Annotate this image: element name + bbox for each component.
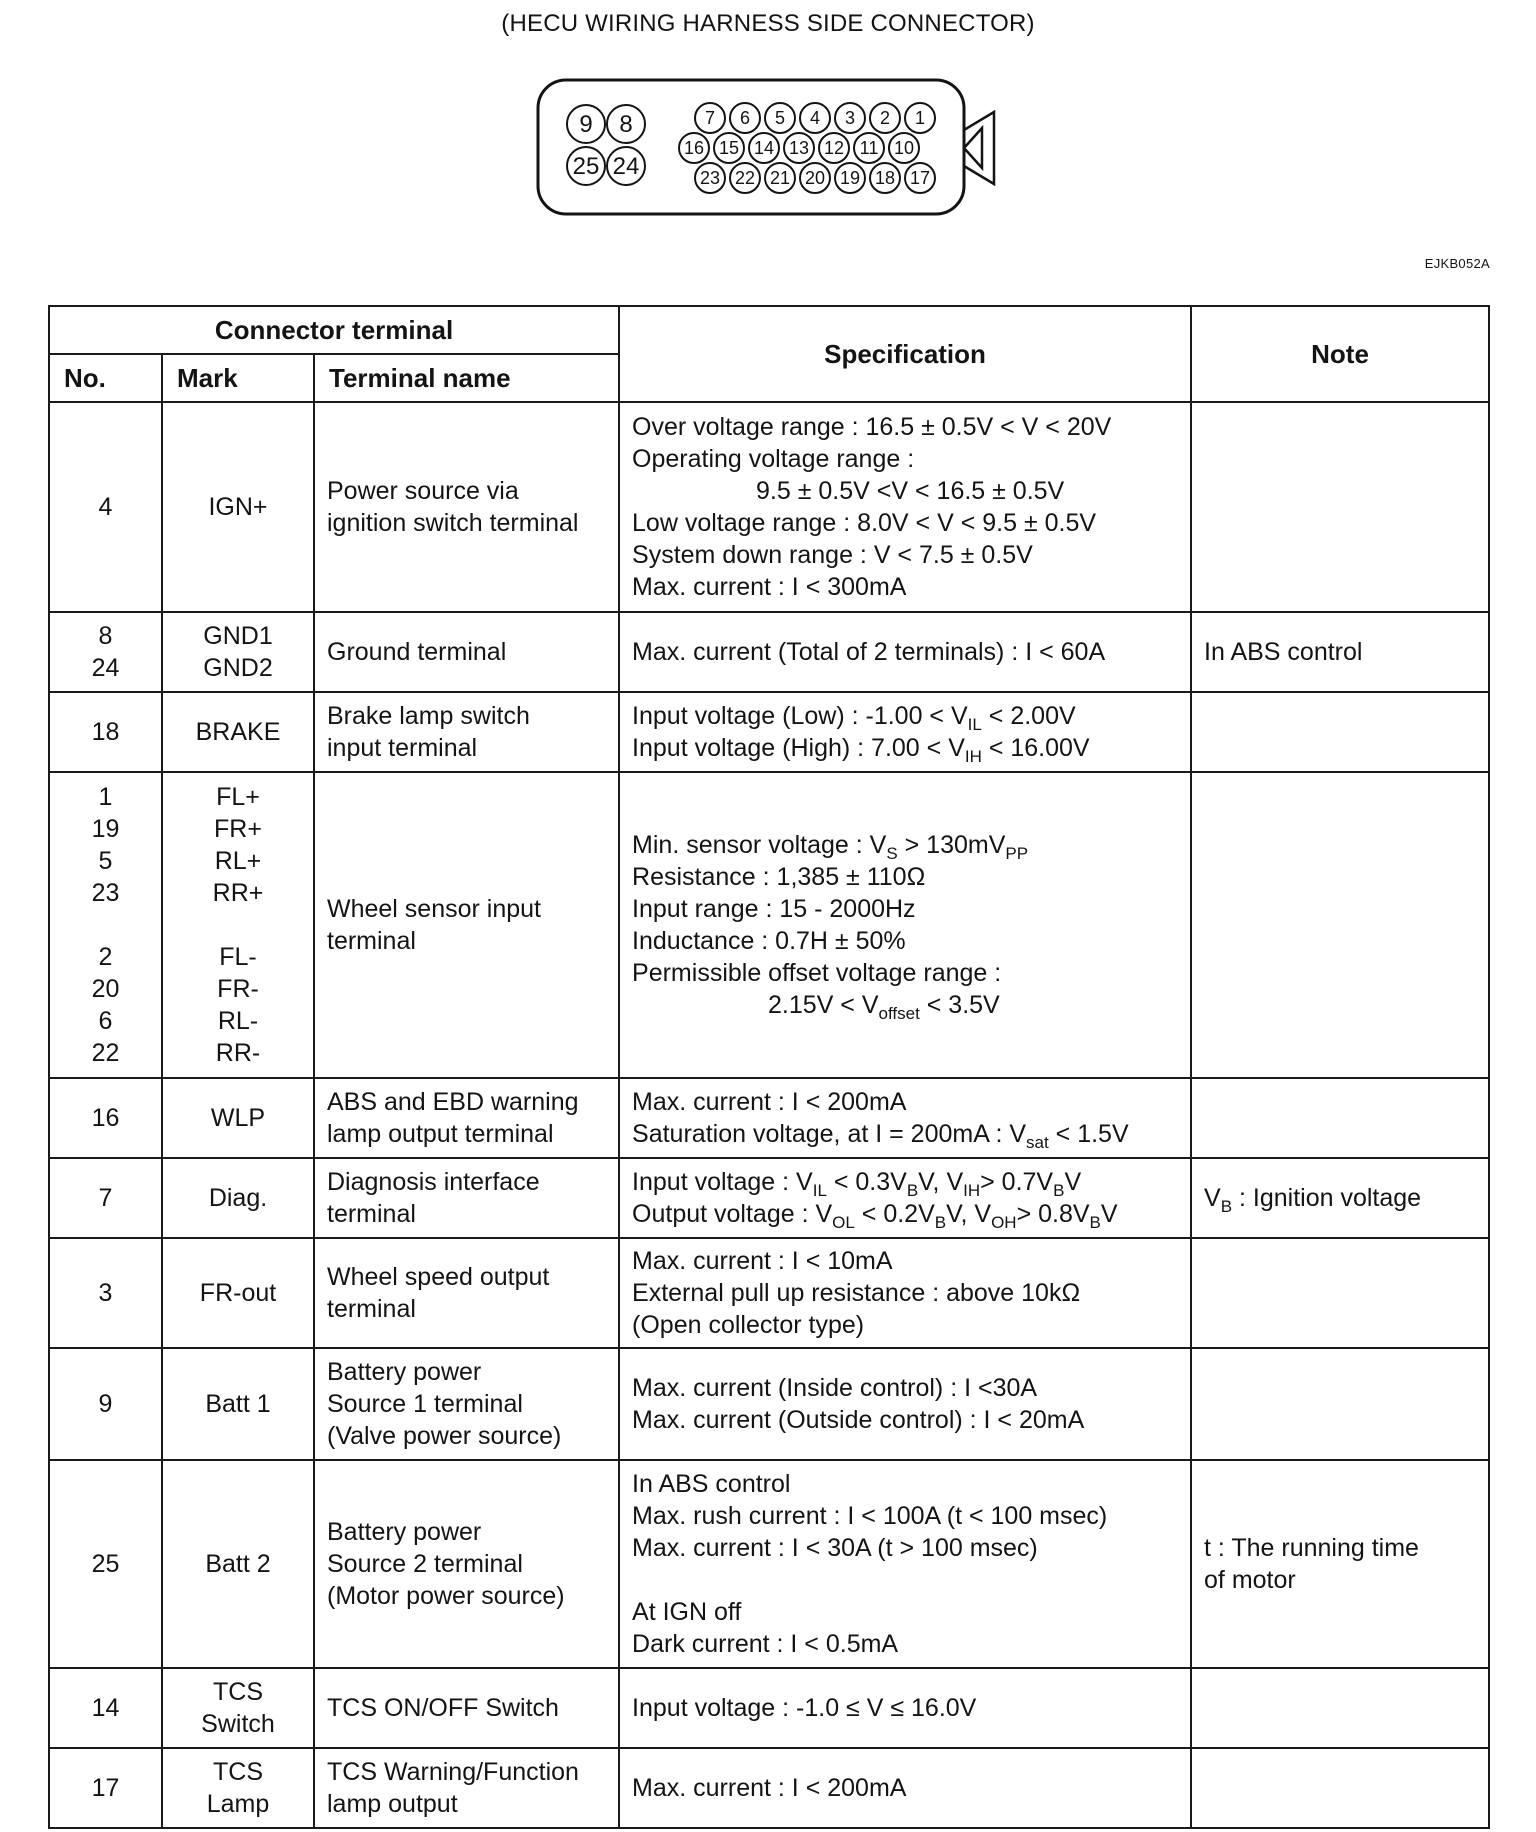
note-cell: [1191, 1158, 1489, 1238]
table-row: [49, 402, 1489, 612]
text-segment: 2.15V < V: [768, 991, 879, 1019]
connector-pin-label: 17: [909, 168, 931, 188]
terminal-mark-cell: [162, 692, 314, 772]
text-line: 25: [91, 1550, 120, 1578]
spec-line: [632, 1118, 1184, 1150]
table-row: [49, 1158, 1489, 1238]
subscript: IL: [967, 715, 982, 734]
terminal-name-cell: [314, 612, 619, 692]
text-line: 3: [98, 1279, 113, 1307]
table-row: [49, 772, 1489, 1078]
text-line: Input range : 15 - 2000Hz: [632, 895, 916, 923]
text-line: Max. current (Outside control) : I < 20mA: [632, 1406, 1085, 1434]
figure-code: EJKB052A: [1424, 256, 1490, 271]
text-segment: > 0.8V: [1016, 1200, 1090, 1228]
text-line: terminal: [327, 1200, 416, 1228]
terminal-mark-cell: [162, 402, 314, 612]
terminal-name-cell: [314, 1348, 619, 1460]
terminal-number-cell: [49, 1748, 162, 1828]
text-line: 9: [98, 1390, 113, 1418]
subscript: OH: [991, 1213, 1017, 1232]
text-line: GND2: [203, 654, 273, 682]
text-line: 17: [91, 1774, 120, 1802]
connector-latch: [964, 112, 994, 184]
connector-pin-label: 19: [839, 168, 861, 188]
connector-pin-label: 21: [769, 168, 791, 188]
text-segment: Saturation voltage, at I = 200mA : V: [632, 1120, 1027, 1148]
text-segment: V, V: [918, 1168, 964, 1196]
connector-pin-label: 1: [914, 108, 926, 128]
connector-pin-label: 16: [683, 138, 705, 158]
text-line: FL+: [216, 783, 260, 811]
specification-cell: [619, 1348, 1191, 1460]
connector-pin-label: 20: [804, 168, 826, 188]
subscript: B: [934, 1213, 947, 1232]
text-line: t : The running time: [1204, 1534, 1419, 1562]
subscript: IH: [964, 747, 982, 766]
terminal-name-cell: [314, 1748, 619, 1828]
text-line: Source 1 terminal: [327, 1390, 523, 1418]
note-header: Note: [1191, 306, 1489, 402]
text-line: Source 2 terminal: [327, 1550, 523, 1578]
connector-pin-label: 5: [774, 108, 786, 128]
text-line: Brake lamp switch: [327, 702, 530, 730]
table-row: [49, 1078, 1489, 1158]
note-cell: [1191, 1078, 1489, 1158]
text-line: 14: [91, 1694, 120, 1722]
text-line: terminal: [327, 1295, 416, 1323]
terminal-mark-cell: [162, 1748, 314, 1828]
connector-pin-label: 10: [893, 138, 915, 158]
text-line: System down range : V < 7.5 ± 0.5V: [632, 541, 1033, 569]
text-line: BRAKE: [195, 718, 281, 746]
text-line: 1: [98, 783, 113, 811]
text-line: Wheel sensor input: [327, 895, 542, 923]
connector-pin-label: 6: [739, 108, 751, 128]
terminal-number-cell: [49, 1348, 162, 1460]
text-segment: V: [1204, 1184, 1221, 1212]
text-line: IGN+: [208, 493, 268, 521]
subscript: B: [1053, 1181, 1065, 1200]
text-line: TCS: [213, 1758, 263, 1786]
connector-pin-label: 9: [579, 111, 593, 138]
text-segment: Min. sensor voltage : V: [632, 831, 887, 859]
connector-pin-label: 12: [823, 138, 845, 158]
connector-pin-label: 23: [699, 168, 721, 188]
text-line: Max. current : I < 300mA: [632, 573, 907, 601]
specification-cell: [619, 1748, 1191, 1828]
terminal-name-cell: [314, 1158, 619, 1238]
subscript: B: [1220, 1197, 1233, 1216]
terminal-name-cell: [314, 692, 619, 772]
text-line: ignition switch terminal: [327, 509, 579, 537]
text-segment: Input voltage : V: [632, 1168, 813, 1196]
subscript: B: [906, 1181, 919, 1200]
terminal-number-cell: [49, 1238, 162, 1348]
specification-cell: [619, 1158, 1191, 1238]
spec-line: [632, 829, 1184, 861]
terminal-name-cell: [314, 772, 619, 1078]
text-segment: > 0.7V: [980, 1168, 1054, 1196]
text-line: FR-out: [199, 1279, 277, 1307]
text-line: GND1: [203, 622, 273, 650]
text-segment: < 1.5V: [1048, 1120, 1129, 1148]
spec-line: [632, 700, 1184, 732]
text-line: Over voltage range : 16.5 ± 0.5V < V < 20V: [632, 413, 1112, 441]
connector-diagram: [536, 72, 1010, 220]
text-line: Max. current (Inside control) : I <30A: [632, 1374, 1038, 1402]
table-row: [49, 692, 1489, 772]
connector-pin-label: 13: [788, 138, 810, 158]
table-row: [49, 1460, 1489, 1668]
text-line: 22: [91, 1039, 120, 1067]
text-segment: V: [1064, 1168, 1082, 1196]
figure-caption: (HECU WIRING HARNESS SIDE CONNECTOR): [501, 10, 1035, 37]
spec-line: [632, 989, 1184, 1021]
terminal-number-cell: [49, 612, 162, 692]
text-line: terminal: [327, 927, 416, 955]
terminal-name-cell: [314, 402, 619, 612]
connector-pin-label: 4: [809, 108, 821, 128]
specification-header: Specification: [619, 306, 1191, 402]
text-segment: V: [1100, 1200, 1118, 1228]
specification-cell: [619, 402, 1191, 612]
text-line: 4: [98, 493, 113, 521]
text-line: Max. current : I < 10mA: [632, 1247, 893, 1275]
text-line: 6: [98, 1007, 113, 1035]
connector-pin-label: 2: [879, 108, 891, 128]
note-cell: [1191, 1238, 1489, 1348]
spec-line: [1204, 1182, 1487, 1214]
note-cell: [1191, 1748, 1489, 1828]
connector-pin-label: 18: [874, 168, 896, 188]
spec-line: [632, 1198, 1184, 1230]
note-cell: [1191, 1348, 1489, 1460]
text-segment: Output voltage : V: [632, 1200, 833, 1228]
text-line: Resistance : 1,385 ± 110Ω: [632, 863, 926, 891]
text-line: Max. current : I < 200mA: [632, 1774, 907, 1802]
text-line: TCS ON/OFF Switch: [327, 1694, 559, 1722]
connector-pin-label: 11: [859, 138, 879, 158]
text-line: Battery power: [327, 1358, 482, 1386]
text-line: of motor: [1204, 1566, 1296, 1594]
text-line: Operating voltage range :: [632, 445, 915, 473]
text-line: RR+: [212, 879, 264, 907]
terminal-name-header: Terminal name: [314, 354, 619, 402]
specification-cell: [619, 1668, 1191, 1748]
text-line: RL+: [214, 847, 262, 875]
text-segment: < 3.5V: [919, 991, 1000, 1019]
blank-line: [51, 909, 160, 941]
text-line: 8: [98, 622, 113, 650]
text-line: Max. current : I < 200mA: [632, 1088, 907, 1116]
text-line: Lamp: [206, 1790, 270, 1818]
specification-cell: [619, 772, 1191, 1078]
text-segment: < 16.00V: [981, 734, 1090, 762]
text-line: 7: [98, 1184, 113, 1212]
text-line: 23: [91, 879, 120, 907]
text-segment: V, V: [946, 1200, 992, 1228]
text-line: Batt 1: [205, 1390, 271, 1418]
text-line: Diagnosis interface: [327, 1168, 540, 1196]
table-row: [49, 1748, 1489, 1828]
subscript: B: [1089, 1213, 1101, 1232]
connector-pin-label: 24: [612, 153, 640, 180]
text-line: input terminal: [327, 734, 478, 762]
note-cell: [1191, 402, 1489, 612]
text-line: Wheel speed output: [327, 1263, 550, 1291]
text-line: lamp output: [327, 1790, 458, 1818]
connector-pin-label: 25: [572, 153, 600, 180]
specification-cell: [619, 1238, 1191, 1348]
spec-line: [632, 1166, 1184, 1198]
text-segment: < 0.2V: [854, 1200, 935, 1228]
terminal-mark-cell: [162, 772, 314, 1078]
table-row: [49, 1238, 1489, 1348]
no-header: No.: [49, 354, 162, 402]
text-line: 18: [91, 718, 120, 746]
text-line: Ground terminal: [327, 638, 507, 666]
terminal-name-cell: [314, 1668, 619, 1748]
mark-header: Mark: [162, 354, 314, 402]
text-line: 2: [98, 943, 113, 971]
text-line: (Open collector type): [632, 1311, 865, 1339]
terminal-number-cell: [49, 692, 162, 772]
text-segment: Input voltage (Low) : -1.00 < V: [632, 702, 968, 730]
text-line: WLP: [210, 1104, 266, 1132]
connector-pin-label: 8: [619, 111, 633, 138]
subscript: offset: [878, 1004, 920, 1023]
text-line: 16: [91, 1104, 120, 1132]
text-line: 20: [91, 975, 120, 1003]
text-line: Diag.: [208, 1184, 268, 1212]
text-line: Max. current : I < 30A (t > 100 msec): [632, 1534, 1038, 1562]
subscript: PP: [1005, 844, 1029, 863]
terminal-number-cell: [49, 402, 162, 612]
terminal-number-cell: [49, 772, 162, 1078]
specification-cell: [619, 612, 1191, 692]
subscript: S: [886, 844, 898, 863]
terminal-name-cell: [314, 1460, 619, 1668]
text-line: In ABS control: [1204, 638, 1363, 666]
text-line: 19: [91, 815, 120, 843]
terminal-number-cell: [49, 1078, 162, 1158]
note-cell: [1191, 612, 1489, 692]
specification-cell: [619, 1078, 1191, 1158]
connector-terminal-header: Connector terminal: [49, 306, 619, 354]
text-line: Batt 2: [205, 1550, 271, 1578]
subscript: sat: [1026, 1133, 1049, 1152]
terminal-mark-cell: [162, 1348, 314, 1460]
text-segment: < 2.00V: [981, 702, 1076, 730]
text-line: lamp output terminal: [327, 1120, 554, 1148]
text-line: Battery power: [327, 1518, 482, 1546]
spec-line: [632, 732, 1184, 764]
connector-pin-label: 22: [734, 168, 756, 188]
connector-pin-label: 15: [718, 138, 740, 158]
terminal-mark-cell: [162, 1158, 314, 1238]
text-line: Max. rush current : I < 100A (t < 100 msec): [632, 1502, 1108, 1530]
text-line: External pull up resistance : above 10kΩ: [632, 1279, 1081, 1307]
text-line: Dark current : I < 0.5mA: [632, 1630, 899, 1658]
text-line: 5: [98, 847, 113, 875]
subscript: IH: [963, 1181, 981, 1200]
terminal-number-cell: [49, 1460, 162, 1668]
specification-cell: [619, 692, 1191, 772]
subscript: IL: [812, 1181, 827, 1200]
connector-pin-label: 7: [704, 108, 716, 128]
table-row: [49, 1668, 1489, 1748]
blank-line: [632, 1564, 1184, 1596]
text-segment: : Ignition voltage: [1232, 1184, 1422, 1212]
table-row: [49, 612, 1489, 692]
text-line: FR-: [217, 975, 259, 1003]
subscript: OL: [832, 1213, 855, 1232]
text-line: Power source via: [327, 477, 519, 505]
terminal-mark-cell: [162, 612, 314, 692]
connector-pin-label: 14: [753, 138, 775, 158]
text-line: FR+: [214, 815, 262, 843]
text-line: RR-: [215, 1039, 261, 1067]
terminal-spec-table: [48, 305, 1490, 1829]
text-line: TCS: [213, 1678, 263, 1706]
note-cell: [1191, 1668, 1489, 1748]
terminal-mark-cell: [162, 1460, 314, 1668]
text-line: (Valve power source): [327, 1422, 562, 1450]
text-segment: Input voltage (High) : 7.00 < V: [632, 734, 965, 762]
text-line: Max. current (Total of 2 terminals) : I < 60A: [632, 638, 1106, 666]
table-row: [49, 1348, 1489, 1460]
blank-line: [164, 909, 312, 941]
text-line: 9.5 ± 0.5V <V < 16.5 ± 0.5V: [756, 477, 1065, 505]
text-line: Permissible offset voltage range :: [632, 959, 1002, 987]
text-line: 24: [91, 654, 120, 682]
terminal-number-cell: [49, 1668, 162, 1748]
text-line: RL-: [217, 1007, 259, 1035]
terminal-mark-cell: [162, 1078, 314, 1158]
text-line: Input voltage : -1.0 ≤ V ≤ 16.0V: [632, 1694, 977, 1722]
text-line: Inductance : 0.7H ± 50%: [632, 927, 906, 955]
note-cell: [1191, 1460, 1489, 1668]
text-line: Low voltage range : 8.0V < V < 9.5 ± 0.5V: [632, 509, 1097, 537]
text-line: FL-: [219, 943, 257, 971]
connector-pin-label: 3: [844, 108, 856, 128]
terminal-number-cell: [49, 1158, 162, 1238]
text-line: (Motor power source): [327, 1582, 565, 1610]
terminal-name-cell: [314, 1238, 619, 1348]
text-line: Switch: [201, 1710, 275, 1738]
text-line: At IGN off: [632, 1598, 742, 1626]
text-segment: < 0.3V: [826, 1168, 907, 1196]
note-cell: [1191, 692, 1489, 772]
text-segment: > 130mV: [897, 831, 1006, 859]
terminal-name-cell: [314, 1078, 619, 1158]
terminal-mark-cell: [162, 1668, 314, 1748]
text-line: In ABS control: [632, 1470, 791, 1498]
note-cell: [1191, 772, 1489, 1078]
text-line: TCS Warning/Function: [327, 1758, 579, 1786]
terminal-mark-cell: [162, 1238, 314, 1348]
specification-cell: [619, 1460, 1191, 1668]
text-line: ABS and EBD warning: [327, 1088, 579, 1116]
